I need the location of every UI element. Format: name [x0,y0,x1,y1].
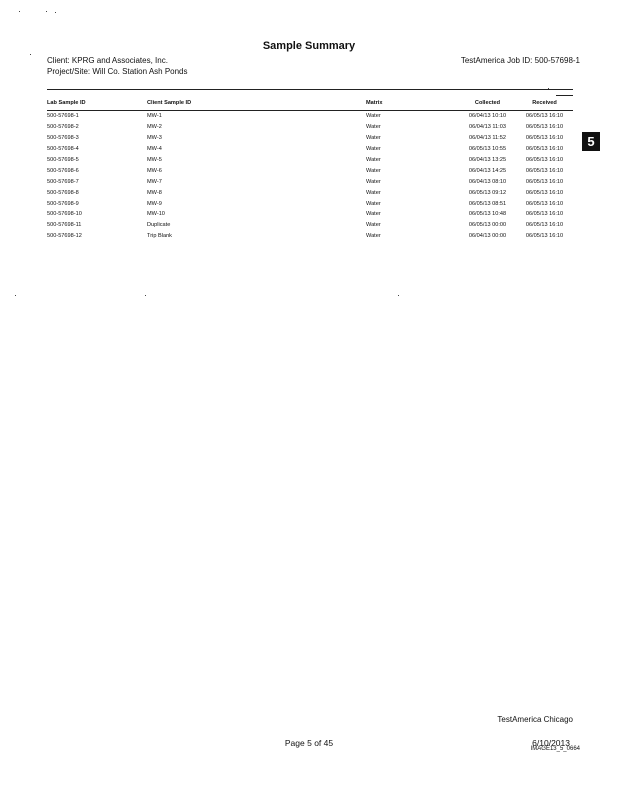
cell-client-sample-id: MW-5 [147,157,162,163]
cell-collected: 06/04/13 00:00 [468,233,507,240]
cell-client-sample-id: MW-4 [147,146,162,153]
cell-lab-sample-id: 500-57698-9 [47,200,79,207]
cell-collected: 06/05/13 08:51 [468,200,507,207]
cell-client-sample-id: MW-9 [147,200,162,207]
table-row [47,122,573,133]
header-matrix: Matrix [366,98,459,111]
cell-collected: 06/05/13 09:12 [468,189,507,196]
cell-lab-sample-id: 500-57698-4 [47,146,79,153]
table-row [47,198,573,209]
footer-lab-name: TestAmerica Chicago [497,715,573,724]
scan-speck [15,295,16,296]
cell-collected: 06/05/13 10:48 [468,211,507,218]
cell-lab-sample-id: 500-57698-3 [47,135,79,142]
scan-speck [30,54,31,55]
header-collected: Collected [459,98,516,111]
scan-speck [46,11,47,12]
cell-collected: 06/04/13 10:10 [468,113,507,120]
cell-client-sample-id: MW-2 [147,124,162,131]
table-header-row [47,98,573,111]
cell-lab-sample-id: 500-57698-11 [47,222,82,229]
cell-lab-sample-id: 500-57698-7 [47,178,79,185]
cell-client-sample-id: MW-6 [147,167,162,174]
cell-matrix: Water [366,178,381,185]
cell-collected: 06/05/13 10:55 [468,146,507,153]
cell-received: 06/05/13 16:10 [525,135,564,142]
cell-lab-sample-id: 500-57698-10 [47,211,82,218]
header-lab-sample-id: Lab Sample ID [47,98,147,111]
footer-doc-code: IMAGE13_5_0664 [530,746,580,752]
table-row [47,231,573,242]
table-row [47,220,573,231]
footer-date: 6/10/2013 [532,738,570,748]
cell-lab-sample-id: 500-57698-2 [47,124,79,131]
cell-client-sample-id: MW-10 [147,211,165,218]
cell-matrix: Water [366,124,381,131]
project-line: Project/Site: Will Co. Station Ash Ponds [47,67,188,76]
cell-collected: 06/04/13 08:10 [468,178,507,185]
sample-summary-table [47,98,573,242]
cell-client-sample-id: Duplicate [147,222,171,229]
cell-received: 06/05/13 16:10 [525,189,564,196]
cell-matrix: Water [366,200,381,207]
table-row [47,155,573,166]
cell-lab-sample-id: 500-57698-1 [47,113,79,120]
cell-matrix: Water [366,146,381,153]
table-row [47,111,573,122]
cell-matrix: Water [366,233,381,240]
cell-matrix: Water [366,167,381,174]
cell-received: 06/05/13 16:10 [525,211,564,218]
scan-speck [145,295,146,296]
cell-client-sample-id: MW-8 [147,189,162,196]
scan-speck [398,295,399,296]
cell-matrix: Water [366,113,381,120]
cell-received: 06/05/13 16:10 [525,178,564,185]
cell-received: 06/05/13 16:10 [525,146,564,153]
header-client-sample-id: Client Sample ID [147,98,366,111]
table-row [47,133,573,144]
cell-matrix: Water [366,135,381,142]
cell-collected: 06/05/13 00:00 [468,222,507,229]
cell-received: 06/05/13 16:10 [525,124,564,131]
cell-client-sample-id: MW-1 [147,113,162,120]
cell-received: 06/05/13 16:10 [525,233,564,240]
cell-lab-sample-id: 500-57698-12 [47,233,82,240]
scan-speck [55,12,56,13]
cell-received: 06/05/13 16:10 [525,113,564,120]
cell-collected: 06/04/13 14:25 [468,167,507,174]
cell-lab-sample-id: 500-57698-6 [47,167,79,174]
header-divider [47,89,573,90]
table-row [47,165,573,176]
header-divider-short [556,95,573,96]
cell-matrix: Water [366,211,381,218]
table-row [47,187,573,198]
cell-collected: 06/04/13 11:03 [469,124,506,131]
cell-matrix: Water [366,157,381,163]
cell-client-sample-id: MW-3 [147,135,162,142]
table-row [47,209,573,220]
cell-received: 06/05/13 16:10 [525,167,564,174]
cell-lab-sample-id: 500-57698-5 [47,157,79,163]
cell-client-sample-id: MW-7 [147,178,162,185]
cell-collected: 06/04/13 13:25 [468,157,507,163]
client-line: Client: KPRG and Associates, Inc. [47,56,168,65]
cell-collected: 06/04/13 11:52 [469,135,506,142]
section-tab-badge: 5 [582,132,600,151]
cell-matrix: Water [366,222,381,229]
cell-client-sample-id: Trip Blank [147,233,172,240]
cell-lab-sample-id: 500-57698-8 [47,189,79,196]
table-row [47,176,573,187]
cell-received: 06/05/13 16:10 [525,200,564,207]
job-id-line: TestAmerica Job ID: 500-57698-1 [460,56,580,65]
page-title: Sample Summary [262,40,356,52]
table-row [47,144,573,155]
scan-speck [19,11,20,12]
cell-received: 06/05/13 16:10 [525,157,564,163]
cell-matrix: Water [366,189,381,196]
cell-received: 06/05/13 16:10 [525,222,564,229]
header-received: Received [516,98,573,111]
footer-page-number: Page 5 of 45 [284,738,334,748]
